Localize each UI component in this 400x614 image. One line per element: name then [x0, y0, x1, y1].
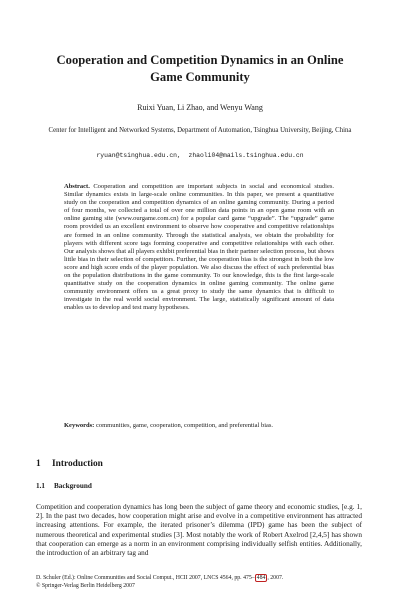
keywords-label: Keywords: [64, 422, 95, 429]
abstract-text: Cooperation and competition are important subjects in social and economical studies. Similar dynamics exists in large-scale online communities. In this paper, we present a quantitative study on the cooperation and competition dynamics of an online gaming community. During a period of four months, we collected a total of over one million data points in an open game room with an online gaming site (www.ourgame.com.cn) for a popular card game “upgrade”. The “upgrade” game room provided us an excellent environment to observe how cooperative and competitive relationships are formed in an online community. Through the statistical analysis, we obtain the probability for players with different score tags forming cooperative and competitive relationships with each other. Our analysis shows that all players exhibit preferential bias in their partner selection process, but shows little bias in their selection of competitors. Further, the cooperation bias is the strongest in both the low score and high score ends of the player population. We also discuss the effect of such preferential bias on the population distributions in the game community. To our knowledge, this is the first large-scale quantitative study on the cooperation dynamics in online gaming community. The online game community environment offers us a great proxy to study the same dynamics that is difficult to investigate in the real world social environment. The large, statistically significant amount of data enables us to develop and test many hypotheses. [64, 183, 334, 312]
citation-prefix: D. Schuler (Ed.): Online Communities and Social Comput., HCII 2007, LNCS 4564, pp. 475– [36, 575, 255, 581]
subsection-heading [36, 482, 92, 490]
citation-suffix: , 2007. [267, 575, 284, 581]
intro-paragraph: Competition and cooperation dynamics has long been the subject of game theory and economic studies, [e.g. 1, 2]. In the past two decades, how cooperation might arise and evolve in a competitive environment has attracted increasing attentions. For example, the iterated prisoner’s dilemma (IPD) game has been the subject of numerous theoretical and experimental studies [3]. Most notably the work of Robert Axelrod [2,4,5] has shown that cooperation can emerge as a norm in an environment comprising individually selfish entities. Additionally, the introduction of an arbitrary tag and [36, 503, 362, 558]
abstract-label: Abstract. [64, 183, 90, 190]
section-heading [36, 459, 103, 469]
keywords [64, 422, 334, 430]
citation-pages: 484 [256, 575, 266, 581]
keywords-text: communities, game, cooperation, competition, and preferential bias. [95, 422, 274, 429]
author-emails: ryuan@tsinghua.edu.cn, zhaoli04@mails.tsinghua.edu.cn [96, 152, 304, 159]
abstract [64, 183, 334, 313]
affiliation: Center for Intelligent and Networked Systems, Department of Automation, Tsinghua University, Beijing, China [48, 127, 352, 134]
section-title: Introduction [52, 459, 103, 469]
subsection-number: 1.1 [36, 482, 45, 490]
paper-title: Cooperation and Competition Dynamics in an Online Game Community [56, 53, 344, 84]
section-number: 1 [36, 459, 41, 469]
page-footer [36, 574, 366, 590]
copyright-line: © Springer-Verlag Berlin Heidelberg 2007 [36, 583, 135, 589]
subsection-title: Background [54, 482, 92, 490]
citation-line [36, 574, 366, 582]
author-list: Ruixi Yuan, Li Zhao, and Wenyu Wang [137, 103, 263, 112]
